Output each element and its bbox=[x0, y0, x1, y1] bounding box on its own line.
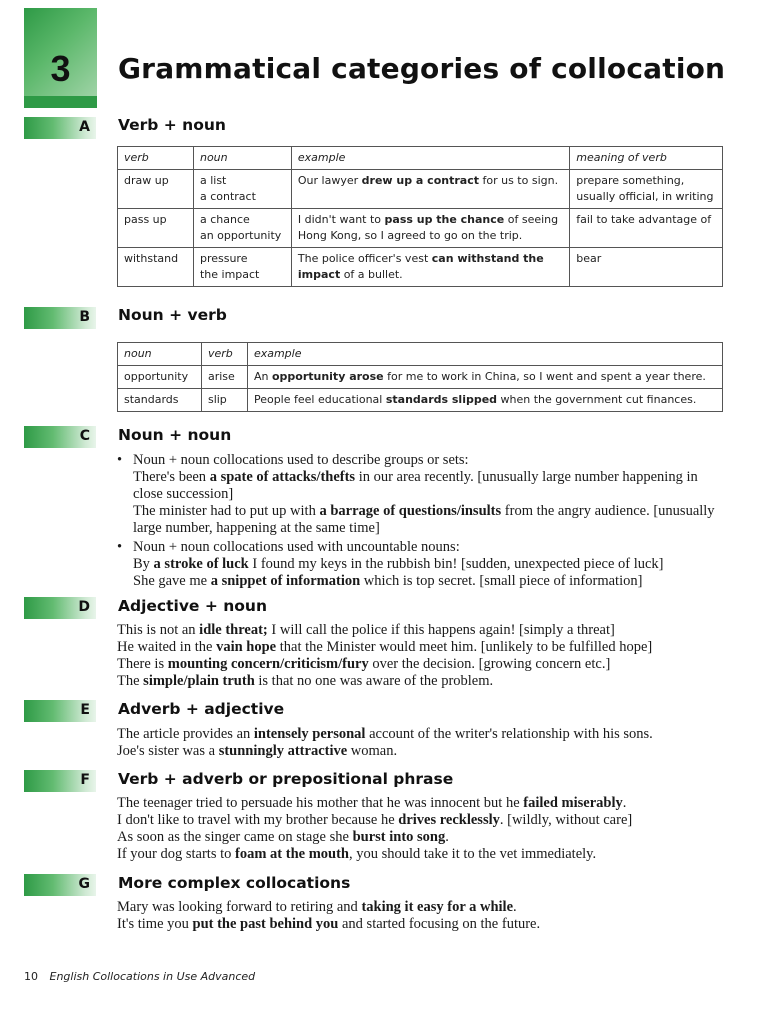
cell-meaning: prepare something, usually official, in writing bbox=[570, 170, 723, 209]
section-tab-f bbox=[24, 770, 96, 792]
col-header-meaning: meaning of verb bbox=[570, 147, 723, 170]
section-letter-e: E bbox=[80, 702, 90, 718]
section-title-g: More complex collocations bbox=[118, 874, 351, 892]
section-title-c: Noun + noun bbox=[118, 426, 232, 444]
example-sentence: The article provides an intensely personal account of the writer's relationship with his sons. bbox=[117, 726, 653, 742]
collocation-highlight: standards slipped bbox=[385, 393, 498, 406]
cell-example: The police officer's vest can withstand the impact of a bullet. bbox=[291, 248, 569, 287]
col-header-noun: noun bbox=[118, 343, 202, 366]
example-sentence: The simple/plain truth is that no one was aware of the problem. bbox=[117, 673, 494, 689]
example-sentence: By a stroke of luck I found my keys in the rubbish bin! [sudden, unexpected piece of luck] bbox=[133, 556, 664, 572]
example-sentence: There's been a spate of attacks/thefts in our area recently. [unusually large number happening in close succession] bbox=[133, 469, 698, 502]
example-sentence: Joe's sister was a stunningly attractive woman. bbox=[117, 743, 398, 759]
section-letter-g: G bbox=[78, 876, 90, 892]
example-sentence: She gave me a snippet of information which is top secret. [small piece of information] bbox=[133, 573, 643, 589]
list-item: • Noun + noun collocations used with uncountable nouns: bbox=[117, 539, 460, 555]
page-number: 10 bbox=[24, 970, 38, 983]
example-sentence: The minister had to put up with a barrage of questions/insults from the angry audience. [unusually large number, happening at the same time] bbox=[133, 503, 715, 536]
example-sentence: It's time you put the past behind you and started focusing on the future. bbox=[117, 916, 541, 932]
verb-noun-table bbox=[117, 146, 723, 287]
collocation-highlight: pass up the chance bbox=[384, 213, 505, 226]
table-header-row bbox=[118, 343, 723, 366]
noun-line: a chance bbox=[199, 213, 250, 226]
col-header-verb: verb bbox=[118, 147, 194, 170]
section-c-body bbox=[117, 452, 727, 590]
collocation-highlight: drew up a contract bbox=[361, 174, 479, 187]
noun-line: the impact bbox=[199, 268, 260, 281]
unit-stripe bbox=[24, 96, 97, 108]
table-row bbox=[118, 366, 723, 389]
section-g-body bbox=[117, 899, 727, 933]
cell-noun bbox=[193, 248, 291, 287]
col-header-example: example bbox=[291, 147, 569, 170]
section-title-e: Adverb + adjective bbox=[118, 700, 285, 718]
col-header-verb: verb bbox=[201, 343, 247, 366]
cell-verb: arise bbox=[201, 366, 247, 389]
example-sentence: There is mounting concern/criticism/fury over the decision. [growing concern etc.] bbox=[117, 656, 611, 672]
cell-noun: opportunity bbox=[118, 366, 202, 389]
noun-line: a list bbox=[199, 174, 227, 187]
section-tab-e bbox=[24, 700, 96, 722]
unit-title: Grammatical categories of collocation bbox=[118, 52, 726, 85]
section-tab-c bbox=[24, 426, 96, 448]
section-title-a: Verb + noun bbox=[118, 116, 226, 134]
unit-number: 3 bbox=[50, 48, 71, 89]
example-sentence: The teenager tried to persuade his mother that he was innocent but he failed miserably. bbox=[117, 795, 627, 811]
bullet-icon: • bbox=[117, 452, 123, 468]
example-sentence: If your dog starts to foam at the mouth, you should take it to the vet immediately. bbox=[117, 846, 597, 862]
page-footer bbox=[24, 970, 255, 983]
collocation-highlight: opportunity arose bbox=[271, 370, 384, 383]
section-letter-d: D bbox=[78, 599, 90, 615]
example-sentence: As soon as the singer came on stage she burst into song. bbox=[117, 829, 449, 845]
cell-example: Our lawyer drew up a contract for us to sign. bbox=[291, 170, 569, 209]
list-item: • Noun + noun collocations used to describe groups or sets: bbox=[117, 452, 469, 468]
col-header-example: example bbox=[247, 343, 722, 366]
collocation-highlight: can withstand the impact bbox=[297, 252, 544, 281]
noun-line: an opportunity bbox=[199, 229, 282, 242]
section-letter-b: B bbox=[79, 309, 90, 325]
cell-verb: pass up bbox=[118, 209, 194, 248]
unit-number-block bbox=[24, 8, 97, 96]
example-sentence: I don't like to travel with my brother because he drives recklessly. [wildly, without care] bbox=[117, 812, 633, 828]
book-title: English Collocations in Use Advanced bbox=[49, 970, 256, 983]
cell-example: An opportunity arose for me to work in China, so I went and spent a year there. bbox=[247, 366, 722, 389]
noun-line: a contract bbox=[199, 190, 256, 203]
table-row bbox=[118, 170, 723, 209]
cell-verb: withstand bbox=[118, 248, 194, 287]
bullet-icon: • bbox=[117, 539, 123, 555]
section-e-body bbox=[117, 726, 727, 760]
section-title-f: Verb + adverb or prepositional phrase bbox=[118, 770, 454, 788]
section-f-body bbox=[117, 795, 727, 863]
cell-example: People feel educational standards slipped when the government cut finances. bbox=[247, 389, 722, 412]
example-sentence: Mary was looking forward to retiring and taking it easy for a while. bbox=[117, 899, 517, 915]
section-title-b: Noun + verb bbox=[118, 306, 227, 324]
example-sentence: He waited in the vain hope that the Minister would meet him. [unlikely to be fulfilled hope] bbox=[117, 639, 653, 655]
section-letter-a: A bbox=[79, 119, 90, 135]
table-row bbox=[118, 389, 723, 412]
table-row bbox=[118, 209, 723, 248]
table-row bbox=[118, 248, 723, 287]
section-tab-b bbox=[24, 307, 96, 329]
col-header-noun: noun bbox=[193, 147, 291, 170]
cell-noun: standards bbox=[118, 389, 202, 412]
cell-noun bbox=[193, 209, 291, 248]
cell-verb: draw up bbox=[118, 170, 194, 209]
noun-verb-table bbox=[117, 342, 723, 412]
section-letter-c: C bbox=[79, 428, 90, 444]
section-tab-d bbox=[24, 597, 96, 619]
cell-verb: slip bbox=[201, 389, 247, 412]
example-sentence: This is not an idle threat; I will call the police if this happens again! [simply a threat] bbox=[117, 622, 615, 638]
cell-noun bbox=[193, 170, 291, 209]
section-d-body bbox=[117, 622, 727, 690]
cell-meaning: bear bbox=[570, 248, 723, 287]
section-letter-f: F bbox=[80, 772, 90, 788]
cell-example: I didn't want to pass up the chance of seeing Hong Kong, so I agreed to go on the trip. bbox=[291, 209, 569, 248]
section-title-d: Adjective + noun bbox=[118, 597, 267, 615]
section-tab-g bbox=[24, 874, 96, 896]
section-tab-a bbox=[24, 117, 96, 139]
table-header-row bbox=[118, 147, 723, 170]
cell-meaning: fail to take advantage of bbox=[570, 209, 723, 248]
noun-line: pressure bbox=[199, 252, 248, 265]
